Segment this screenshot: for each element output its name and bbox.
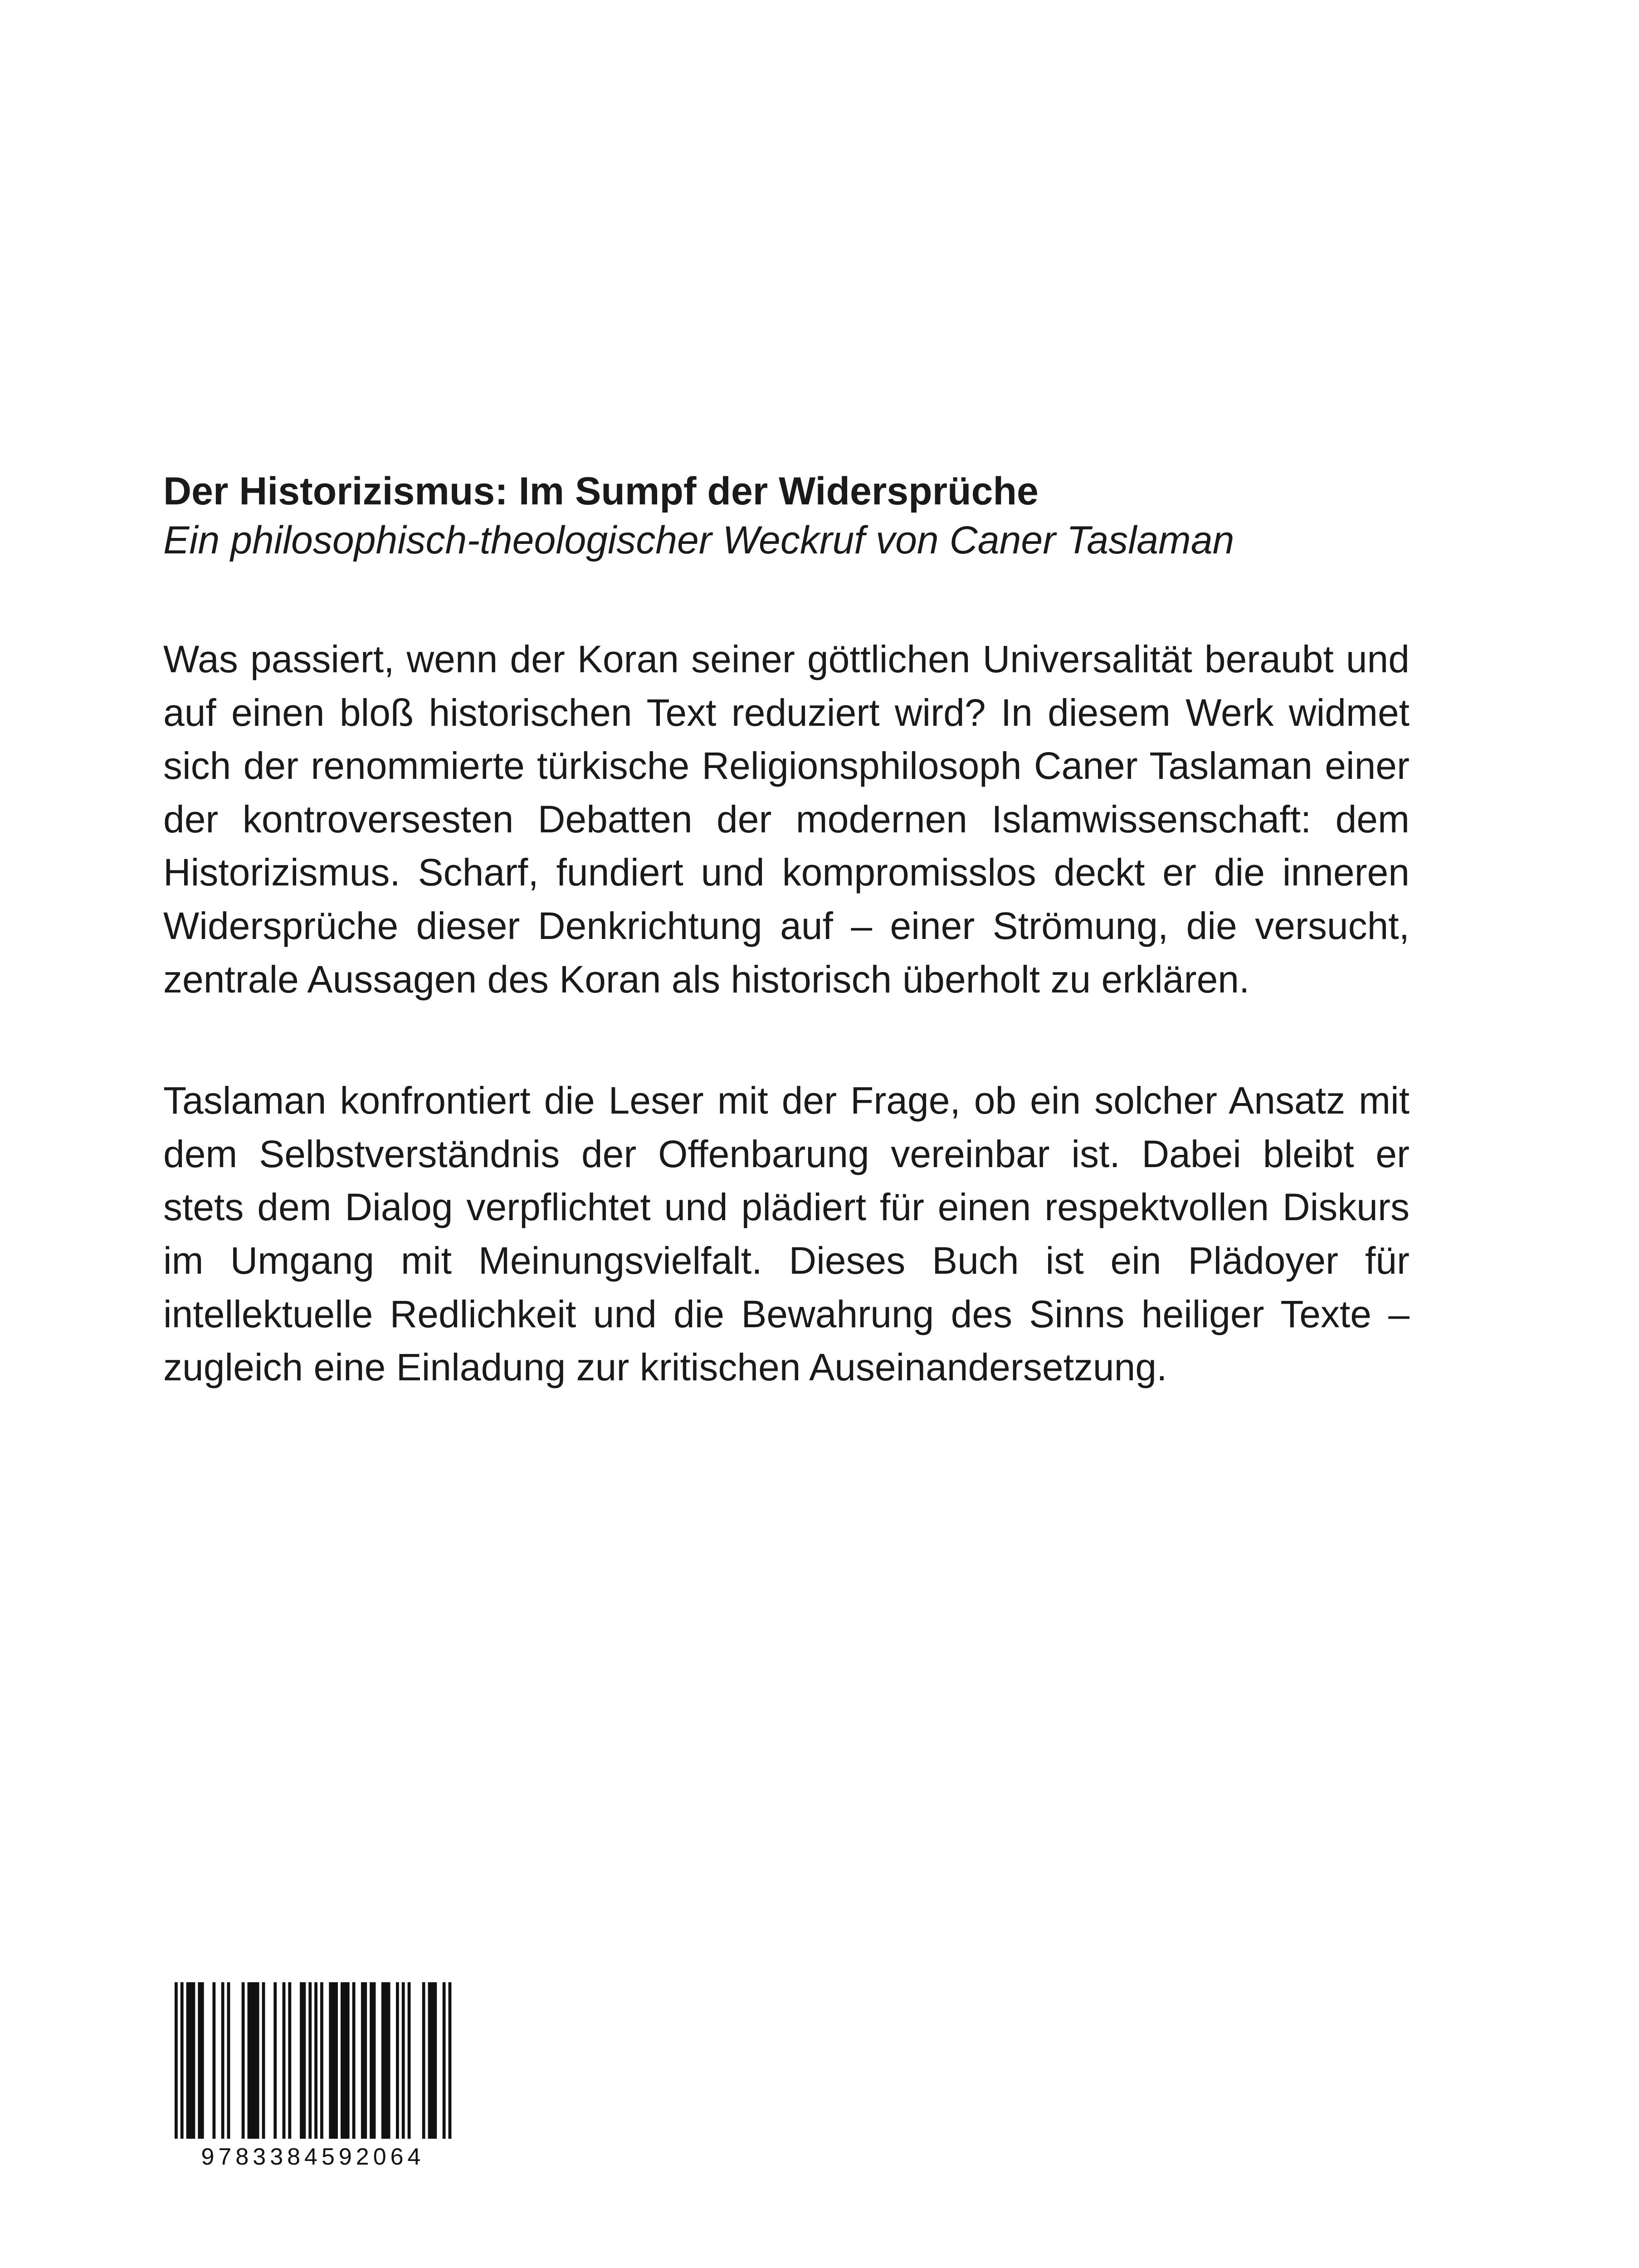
- barcode-bar: [449, 1982, 452, 2139]
- barcode-bar: [396, 1982, 399, 2139]
- barcode-bar: [227, 1982, 230, 2139]
- barcode-bar: [262, 1982, 265, 2139]
- barcode-bar: [384, 1982, 387, 2139]
- barcode-bar: [253, 1982, 256, 2139]
- barcode-bar: [434, 1982, 437, 2139]
- barcode-bar: [189, 1982, 192, 2139]
- barcode-bar: [242, 1982, 245, 2139]
- isbn-barcode: [168, 1982, 458, 2173]
- barcode-bar: [320, 1982, 323, 2139]
- barcode-bar: [201, 1982, 204, 2139]
- barcode-bar: [308, 1982, 312, 2139]
- barcode-bar: [221, 1982, 224, 2139]
- barcode-bar: [332, 1982, 335, 2139]
- barcode-bar: [402, 1982, 405, 2139]
- barcode-bar: [314, 1982, 317, 2139]
- barcode-bar: [288, 1982, 291, 2139]
- barcode-bar: [250, 1982, 254, 2139]
- book-title: Der Historizismus: Im Sumpf der Widersprüche: [163, 469, 1039, 513]
- barcode-bar: [341, 1982, 344, 2139]
- barcode-bar: [300, 1982, 303, 2139]
- book-subtitle: Ein philosophisch-theologischer Weckruf von Caner Taslaman: [163, 518, 1234, 562]
- barcode-bar: [198, 1982, 201, 2139]
- isbn-number: 9783384592064: [201, 2144, 425, 2170]
- barcode-bar: [212, 1982, 215, 2139]
- barcode-bar: [256, 1982, 259, 2139]
- barcode-bar: [361, 1982, 364, 2139]
- barcode-bar: [422, 1982, 425, 2139]
- barcode-bar: [346, 1982, 350, 2139]
- barcode-bar: [428, 1982, 431, 2139]
- barcode-bar: [373, 1982, 376, 2139]
- barcode-bar: [329, 1982, 332, 2139]
- barcode-bars: [168, 1982, 458, 2139]
- barcode-bar: [303, 1982, 306, 2139]
- barcode-bar: [186, 1982, 190, 2139]
- barcode-bar: [273, 1982, 277, 2139]
- barcode-bar: [343, 1982, 346, 2139]
- barcode-bar: [381, 1982, 385, 2139]
- back-cover-text: [163, 467, 1410, 1462]
- barcode-bar: [180, 1982, 184, 2139]
- barcode-bar: [408, 1982, 411, 2139]
- barcode-bar: [175, 1982, 178, 2139]
- barcode-bar: [352, 1982, 356, 2139]
- barcode-bar: [370, 1982, 373, 2139]
- barcode-bar: [431, 1982, 434, 2139]
- barcode-bar: [364, 1982, 367, 2139]
- barcode-bar: [387, 1982, 390, 2139]
- barcode-bar: [192, 1982, 195, 2139]
- barcode-bar: [248, 1982, 251, 2139]
- blurb-paragraph-2: Taslaman konfrontiert die Leser mit der Frage, ob ein solcher Ansatz mit dem Selbstverständnis der Offenbarung vereinbar ist. Dabei bleibt er stets dem Dialog verpflichtet und plädiert für einen respektvollen Diskurs im Umgang mit Meinungsvielfalt. Dieses Buch ist ein Plädoyer für intellektuelle Redlichkeit und die Bewahrung des Sinns heiliger Texte – zugleich eine Einladung zur kritischen Auseinandersetzung.: [163, 1079, 1410, 1389]
- barcode-bar: [335, 1982, 338, 2139]
- blurb-paragraph-1: Was passiert, wenn der Koran seiner göttlichen Universalität beraubt und auf einen bloß historischen Text reduziert wird? In diesem Werk widmet sich der renommierte türkische Religionsphilosoph Caner Taslaman einer der kontroversesten Debatten der modernen Islamwissenschaft: dem Historizismus. Scharf, fundiert und kompromisslos deckt er die inneren Widersprüche dieser Denkrichtung auf – einer Strömung, die versucht, zentrale Aussagen des Koran als historisch überholt zu erklären.: [163, 638, 1410, 1001]
- barcode-bar: [283, 1982, 286, 2139]
- barcode-bar: [443, 1982, 446, 2139]
